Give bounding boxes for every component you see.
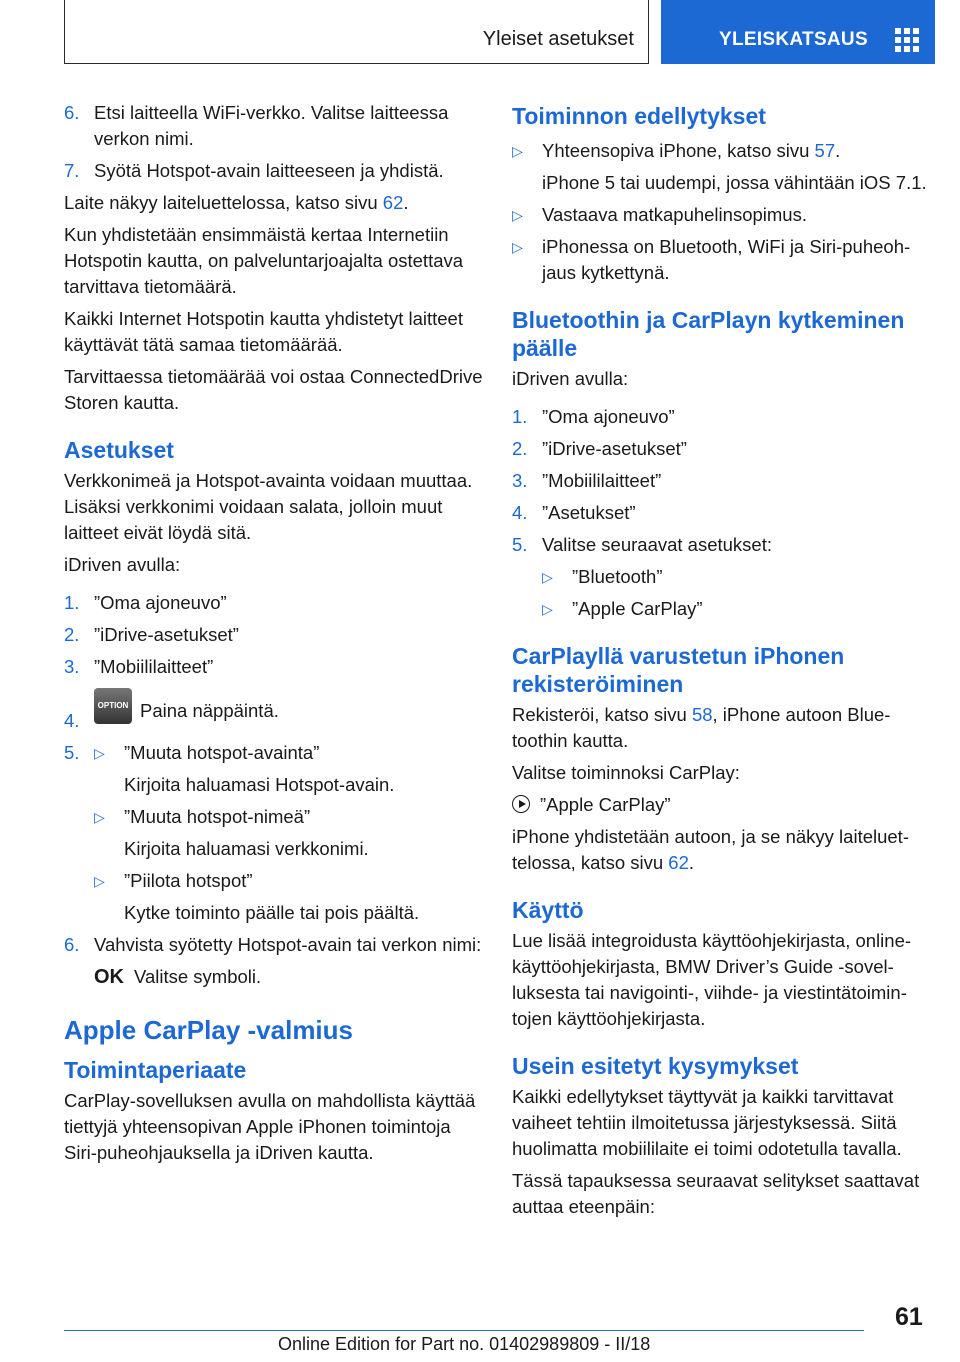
triangle-bullet-icon: ▷ <box>94 745 105 761</box>
triangle-bullet-icon: ▷ <box>542 569 553 585</box>
list-item: 1. ”Oma ajoneuvo” <box>512 406 675 427</box>
header-section-box <box>64 0 649 64</box>
paragraph: Kun yhdistetään ensimmäistä kertaa Internetiin Hotspotin kautta, on palveluntarjoajalta ostettava tarvittava tietomäärä. <box>64 224 464 297</box>
paragraph: Kaikki edellytykset täyttyvät ja kaikki tarvittavat vaiheet tehtiin ilmoitetussa järjestyksessä. Siitä huolimatta mobiililaite ei toimi odotetulla tavalla. <box>512 1086 902 1159</box>
list-item: 6. Vahvista syötetty Hotspot-avain tai verkon nimi: OK Valitse symboli. <box>64 934 482 988</box>
list-item: 2. ”iDrive-asetukset” <box>64 624 239 645</box>
paragraph: Laite näkyy laiteluettelossa, katso sivu 62. <box>64 192 409 213</box>
triangle-bullet-icon: ▷ <box>94 809 105 825</box>
page-link[interactable]: 57 <box>814 140 836 161</box>
list-item: 6. Etsi laitteella WiFi-verkko. Valitse laitteessa verkon nimi. <box>64 102 449 149</box>
list-item: 2. ”iDrive-asetukset” <box>512 438 687 459</box>
paragraph: CarPlay-sovelluksen avulla on mahdollista käyttää tiettyjä yhteensopivan Apple iPhonen toimintoja Siri-puheohjauksella ja iDriven kautta. <box>64 1090 476 1163</box>
sub-item: ▷ ”Piilota hotspot” Kytke toiminto päälle tai pois päältä. <box>94 870 420 923</box>
list-item: 1. ”Oma ajoneuvo” <box>64 592 227 613</box>
paragraph: Valitse toiminnoksi CarPlay: <box>512 762 740 783</box>
page-link[interactable]: 62 <box>382 192 404 213</box>
sub-item: ▷ ”Muuta hotspot-avainta” Kirjoita haluamasi Hotspot-avain. <box>94 742 395 795</box>
heading-edellytykset: Toiminnon edellytykset <box>512 103 766 129</box>
heading-rekisterointi: CarPlayllä varustetun iPhonen rekisteröiminen <box>512 643 845 697</box>
chapter-title: YLEISKATSAUS <box>719 29 868 50</box>
paragraph: ”Apple CarPlay” <box>512 792 932 818</box>
option-button-icon: OPTION <box>94 688 132 724</box>
list-item: 7. Syötä Hotspot-avain laitteeseen ja yhdistä. <box>64 160 444 181</box>
paragraph: Tässä tapauksessa seuraavat selitykset saattavat auttaa eteenpäin: <box>512 1170 920 1217</box>
triangle-bullet-icon: ▷ <box>94 873 105 889</box>
heading-kaytto: Käyttö <box>512 897 584 923</box>
heading-bluetooth: Bluetoothin ja CarPlayn kytkeminen päälle <box>512 307 905 361</box>
page-link[interactable]: 58 <box>691 704 713 725</box>
paragraph: iPhone yhdistetään autoon, ja se näkyy laiteluettelossa, katso sivu 62. <box>512 826 909 873</box>
triangle-bullet-icon: ▷ <box>512 143 523 159</box>
list-item: 4. ”Asetukset” <box>512 502 636 523</box>
list-item: 5. ▷ ”Muuta hotspot-avainta” Kirjoita haluamasi Hotspot-avain. ▷ ”Muuta hotspot-nimeä” Kirjoita haluamasi verkkonimi. ▷ ”Piilota hotspot” Kytke toiminto päälle tai pois päältä. <box>64 740 484 926</box>
heading-asetukset: Asetukset <box>64 437 174 463</box>
ok-symbol-icon: OK <box>94 966 124 988</box>
header-chapter-tab[interactable] <box>661 0 935 64</box>
heading-toimintaperiaate: Toimintaperiaate <box>64 1057 247 1083</box>
page-number: 61 <box>895 1303 923 1331</box>
list-item: 3. ”Mobiililaitteet” <box>64 656 214 677</box>
sub-item: ▷ ”Apple CarPlay” <box>542 596 932 622</box>
right-column <box>512 100 932 1226</box>
list-item: 4. OPTION Paina näppäintä. <box>64 694 484 730</box>
bullet-item: ▷ Yhteensopiva iPhone, katso sivu 57. iPhone 5 tai uudempi, jossa vähintään iOS 7.1. <box>512 140 927 193</box>
paragraph: Rekisteröi, katso sivu 58, iPhone autoon Bluetoothin kautta. <box>512 704 891 751</box>
sub-item: ▷ ”Bluetooth” <box>542 564 932 590</box>
bullet-item: ▷ iPhonessa on Bluetooth, WiFi ja Siri-puheohjaus kytkettynä. <box>512 236 911 283</box>
sub-item: ▷ ”Muuta hotspot-nimeä” Kirjoita haluamasi verkkonimi. <box>94 806 369 859</box>
edition-note: Online Edition for Part no. 01402989809 - II/18 <box>278 1334 651 1354</box>
list-item: 5. Valitse seuraavat asetukset: ▷ ”Bluetooth” ▷ ”Apple CarPlay” <box>512 532 932 622</box>
paragraph: Verkkonimeä ja Hotspot-avainta voidaan muuttaa. Lisäksi verkkonimi voidaan salata, jolloin muut laitteet eivät löydä sitä. <box>64 470 473 543</box>
left-column <box>64 100 484 1172</box>
triangle-bullet-icon: ▷ <box>542 601 553 617</box>
paragraph: Lue lisää integroidusta käyttöohjekirjasta, online-käyttöohjekirjasta, BMW Driver’s Guide -sovelluksesta tai navigointi-, viihde- ja viestintätoimintojen käyttöohjekirjasta. <box>512 930 912 1029</box>
paragraph: Tarvittaessa tietomäärää voi ostaa ConnectedDrive Storen kautta. <box>64 366 483 413</box>
paragraph: iDriven avulla: <box>512 368 629 389</box>
heading-faq: Usein esitetyt kysymykset <box>512 1053 799 1079</box>
section-title: Yleiset asetukset <box>482 28 634 50</box>
play-circle-icon <box>512 795 530 813</box>
heading-carplay: Apple CarPlay -valmius <box>64 1015 353 1045</box>
grid-menu-icon <box>895 28 919 52</box>
footer-divider <box>64 1330 864 1331</box>
paragraph: iDriven avulla: <box>64 554 181 575</box>
triangle-bullet-icon: ▷ <box>512 207 523 223</box>
list-item: 3. ”Mobiililaitteet” <box>512 470 662 491</box>
bullet-item: ▷ Vastaava matkapuhelinsopimus. <box>512 202 932 228</box>
page-link[interactable]: 62 <box>668 852 689 873</box>
triangle-bullet-icon: ▷ <box>512 239 523 255</box>
paragraph: Kaikki Internet Hotspotin kautta yhdistetyt laitteet käyttävät tätä samaa tietomäärää. <box>64 308 463 355</box>
